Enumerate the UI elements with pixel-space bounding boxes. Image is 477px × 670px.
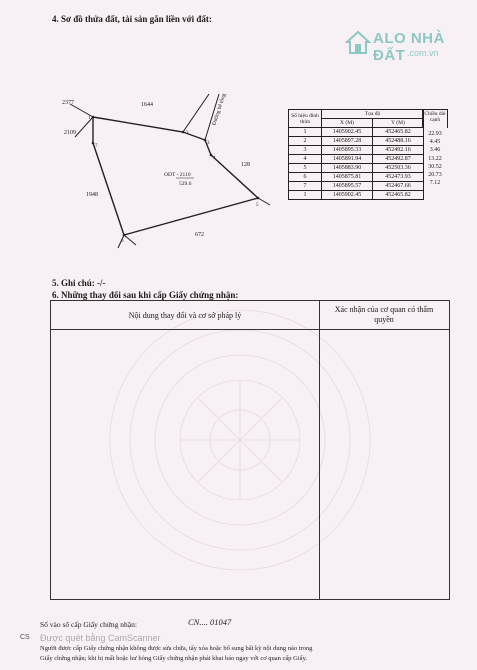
header-edge-length: Chiều dài cạnh — [422, 109, 448, 128]
point-label: 4 — [213, 156, 216, 161]
neighbor-label: 1644 — [141, 102, 153, 108]
coordinate-table — [288, 109, 424, 200]
edge-length: 22.93 — [428, 131, 442, 137]
approval-header-text: Xác nhận của cơ quan có thẩm quyền — [334, 305, 434, 324]
header-coordinates: Tọa độ — [322, 110, 424, 119]
section-4-title: 4. Sơ đồ thửa đất, tài sản gắn liền với đất: — [52, 14, 212, 24]
table-row: 1 1405902.45 452465.82 — [289, 128, 424, 137]
footer-note-line2: Giấy chứng nhận; khi bị mất hoặc hư hỏng Giấy chứng nhận phải khai báo ngay với cơ quan cấp Giấy. — [40, 655, 308, 662]
column-divider — [319, 329, 320, 599]
edge-length: 4.45 — [429, 139, 441, 146]
neighbor-label: 672 — [195, 232, 204, 238]
footer-note-line1: Người được cấp Giấy chứng nhận không được sửa chữa, tẩy xóa hoặc bổ sung bất kỳ nội dung nào trong — [40, 645, 313, 652]
table-row: 3 1405895.33 452492.16 — [289, 146, 424, 155]
scanner-watermark: Được quét bằng CamScanner — [40, 633, 161, 643]
neighbor-label: 128 — [241, 162, 250, 168]
edge-length: 20.73 — [428, 171, 442, 178]
neighbor-label: 2377 — [62, 100, 74, 106]
point-label: 1 — [88, 116, 91, 121]
parcel-code: ODT - 2110 — [164, 172, 191, 178]
section-5-title: 5. Ghi chú: -/- — [52, 278, 106, 288]
camscanner-badge: CS — [20, 634, 30, 641]
table-row: 5 1405883.90 452503.36 — [289, 164, 424, 173]
registry-label: Số vào sổ cấp Giấy chứng nhận: — [40, 620, 137, 629]
logo-text: ALO NHÀ ĐẤT — [373, 30, 445, 64]
road-label: Đường bê tông — [211, 92, 228, 127]
neighbor-label: 1948 — [86, 192, 98, 198]
edge-length: 30.52 — [428, 163, 442, 170]
table-row: 6 1405875.81 452473.93 — [289, 173, 424, 182]
edge-length: 3.46 — [429, 147, 441, 154]
table-row: 4 1405891.94 452492.87 — [289, 155, 424, 164]
registry-value: CN.... 01047 — [188, 617, 232, 627]
table-row: 1 1405902.45 452465.82 — [289, 191, 424, 200]
edge-length: 13.22 — [428, 155, 442, 162]
point-label: 3 — [207, 141, 210, 146]
logo-domain: .com.vn — [407, 48, 439, 58]
changes-header-approval — [319, 301, 449, 330]
changes-header-content: Nội dung thay đổi và cơ sở pháp lý — [51, 301, 320, 330]
neighbor-label: 2109 — [64, 130, 76, 136]
header-x: X (M) — [322, 119, 373, 128]
header-point-id: Số hiệu đỉnh thửa — [289, 110, 322, 128]
point-label: 2 — [186, 131, 189, 136]
edge-length: 7.12 — [429, 180, 441, 187]
table-row: 2 1405897.28 452488.16 — [289, 137, 424, 146]
parcel-area: 529.6 — [179, 181, 192, 187]
point-label: 6 — [121, 239, 124, 244]
table-row: 7 1405895.57 452467.66 — [289, 182, 424, 191]
point-label: 5 — [256, 203, 259, 208]
point-label: 7 — [95, 144, 98, 149]
edge-length-column — [422, 109, 448, 187]
changes-table — [50, 300, 450, 600]
header-y: Y (M) — [373, 119, 424, 128]
section-6-title: 6. Những thay đổi sau khi cấp Giấy chứng nhận: — [52, 290, 239, 300]
